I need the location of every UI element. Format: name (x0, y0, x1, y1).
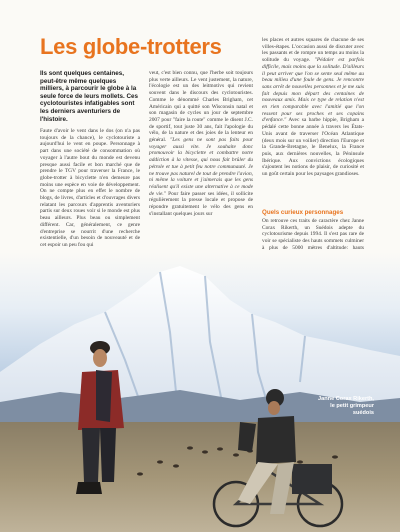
article-column-3-continued: On retrouve ces traits de caractère chez Janne Corax Rikerth, un Suédois adepte du cyclotourisme depuis 1994. Il s'est pas rare de voir se spécialiste des hauts sommets culminer à plus de 5000 mètres d'altitude: hauts (262, 218, 364, 251)
col2-quote: "Les gens ne sont pas faits pour voyager aussi vite. Je souhaite donc promouvoir la bicyclette et combattre notre addiction à la vitesse, qui nous fait brûler du pétrole et tue à petit feu notre communauté. Je ne trouve pas naturel de tout de prendre l'avion, ni même la voiture et j'aimerais que les gens réalisent qu'il existe une alternative à ce mode de vie." (149, 137, 253, 197)
col3-quote: "Pédaler est parfois difficile, mais moins que la solitude. D'ailleurs il peut arriver que l'on se sente seul même au beau milieu d'une foule de gens. Je rencontre sans arrêt de nouvelles personnes et je me suis fait depuis mon départ des centaines de nouveaux amis. Mais ce type de relation n'est en rien comparable avec l'amitié que l'on ressent pour ses proches et ses copains d'enfance." (262, 57, 364, 124)
col2-paragraph-2: Pour faire passer ses idées, il sollicite régulièrement la presse locale et propose de répondre gratuitement le vélo des gens en s'installant quelques jours sur (149, 190, 253, 217)
article-column-2 (149, 70, 253, 217)
col3-paragraph-2: Avec sa barbe hippie, Brigham a pédalé cette bonne année à travers les États-Unis avant de traverser l'Océan Atlantique (deux mois sur un voilier) direction l'Europe et la Grande-Bretagne, le Benelux, la France puis, aux dernières nouvelles, la Péninsule Ibérique. Aux convictions écologiques s'ajoutent les notions de plaisir, de curiosité et un goût certain pour les paysages grandioses. (262, 117, 364, 178)
article-title: Les globe-trotters (40, 34, 222, 59)
article-subhead: Quels curieux personnages (262, 209, 344, 216)
article-intro: Ils sont quelques centaines, peut-être même quelques milliers, à parcourir le globe à la seule force de leurs mollets. Ces cyclotouristes infatigables sont les derniers aventuriers de l'histoire. (40, 70, 138, 123)
article-column-1: Faute d'avoir le vent dans le dos (on n'a pas toujours de la chance), le cyclotouriste a aujourd'hui le vent en poupe. Personnage à part dans une société de consommation où voyager à l'autre bout du monde est devenu presque aussi facile et bon marché que de prendre le TGV pour traverser la France, le globe-trotter à bicyclette n'en demeure pas moins une espèce en voie de développement. On ne compte plus en effet le nombre de blogs, de livres, d'articles et d'ouvrages divers relatant les parcours d'apprentis aventuriers partis sur deux roues voir si le monde est plus beau ailleurs. Plus beau ou simplement différent. Car, généralement, ce genre d'entreprise se nourrit d'une recherche existentielle, d'un besoin de nouveauté et de cet espoir un peu fou qui (40, 128, 140, 248)
col2-paragraph-1: veut, c'est bien connu, que l'herbe soit toujours plus verte ailleurs. Le vent justement, la nature, l'écologie est un des leitmotivs qui revient souvent dans le discours des cyclotouristes. Comme le dénommé Charles Brigham, cet Américain qui a quitté son Wisconsin natal et son magasin de cycles un jour de septembre 2007 pour "faire la route" comme le disent J.C. de sportif, tout juste 30 ans, fait l'apologie du vélo, de la nature et des joies de la lenteur en général. (149, 70, 253, 144)
cyclists-mountain-photo (0, 252, 400, 532)
photo-caption: Janne Corax Rikerth, le petit grimpeur suédois (318, 396, 374, 416)
col3-paragraph-1: les places et autres squares de chacune de ses villes-étapes. L'occasion aussi de discuter avec les passants et de rompre un temps au moins la solitude du voyage. (262, 37, 364, 64)
article-column-3 (262, 37, 364, 178)
